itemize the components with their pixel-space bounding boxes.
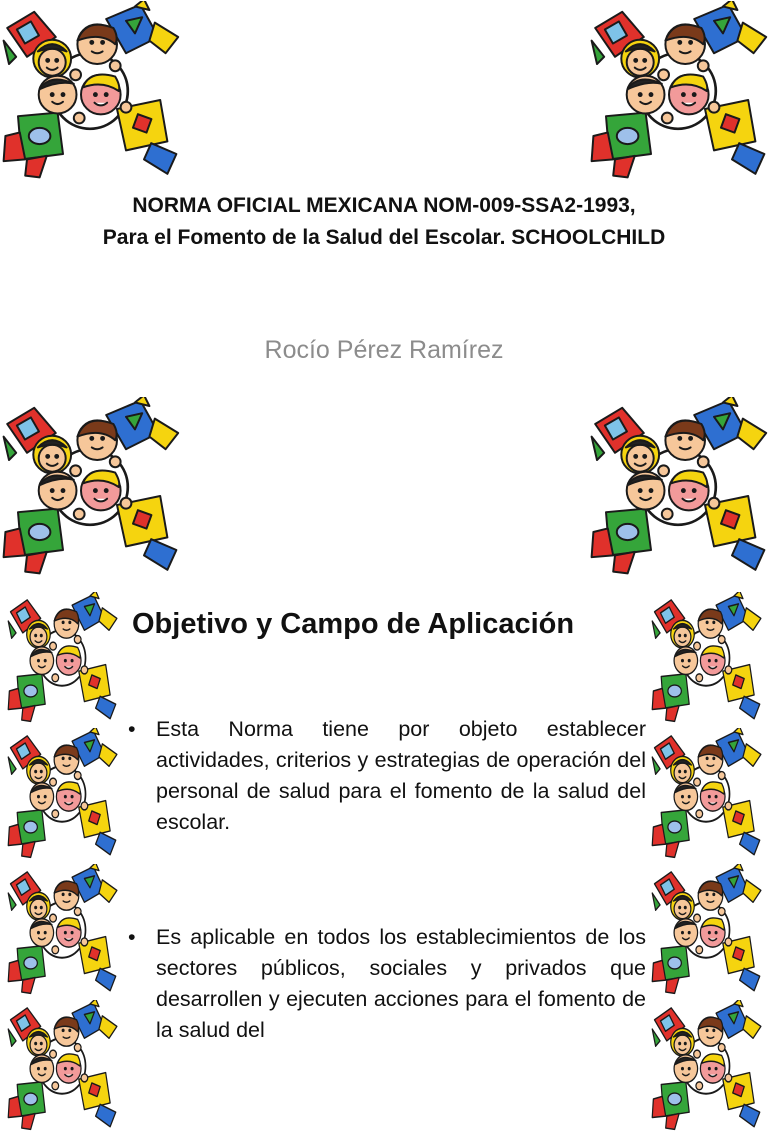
children-circle-clipart-icon [6, 1000, 118, 1132]
bullet-item [128, 714, 646, 838]
children-circle-clipart-icon [650, 1000, 762, 1132]
slide-heading: Objetivo y Campo de Aplicación [132, 608, 575, 640]
bullet-text: Es aplicable en todos los establecimientos de los sectores públicos, sociales y privados que desarrollen y ejecuten acciones para el fomento de la salud del [156, 925, 646, 1042]
slide-title [0, 190, 768, 254]
children-circle-clipart-icon [650, 728, 762, 860]
bullet-item [128, 922, 646, 1046]
children-circle-clipart-icon [650, 864, 762, 996]
bullet-marker: • [128, 925, 136, 949]
content-slide [0, 580, 768, 1042]
children-circle-clipart-icon [6, 592, 118, 724]
bullet-marker: • [128, 717, 136, 741]
slide-title-line-2: Para el Fomento de la Salud del Escolar. SCHOOLCHILD [102, 226, 666, 249]
author-name: Rocío Pérez Ramírez [264, 336, 504, 364]
children-circle-clipart-icon [0, 396, 180, 578]
children-circle-clipart-icon [588, 396, 768, 578]
children-circle-clipart-icon [650, 592, 762, 724]
children-circle-clipart-icon [6, 728, 118, 860]
children-circle-clipart-icon [588, 0, 768, 182]
bullet-text: Esta Norma tiene por objeto establecer actividades, criterios y estrategias de operación del personal de salud para el fomento de la salud del escolar. [156, 717, 646, 834]
slide-title-line-1: NORMA OFICIAL MEXICANA NOM-009-SSA2-1993, [132, 194, 636, 217]
children-circle-clipart-icon [6, 864, 118, 996]
children-circle-clipart-icon [0, 0, 180, 182]
